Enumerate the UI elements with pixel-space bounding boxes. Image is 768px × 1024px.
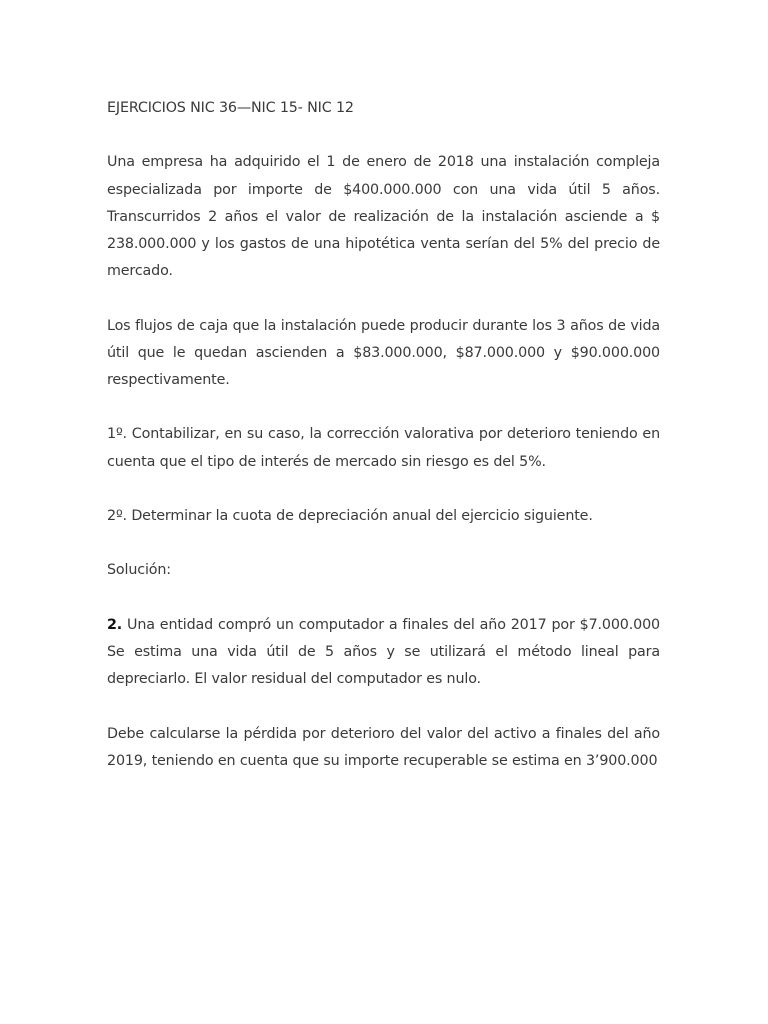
paragraph-solution-label: Solución:: [107, 562, 171, 579]
paragraph-cash-flows: Los flujos de caja que la instalación puede producir durante los 3 años de vida útil que le quedan ascienden a $83.000.000, $87.000.000 y $90.000.000 respectivamente.: [107, 317, 660, 388]
document-page: [107, 95, 660, 802]
paragraph-question-1: 1º. Contabilizar, en su caso, la corrección valorativa por deterioro teniendo en cuenta que el tipo de interés de mercado sin riesgo es del 5%.: [107, 426, 660, 470]
document-title: EJERCICIOS NIC 36—NIC 15- NIC 12: [107, 100, 354, 116]
exercise-2-text: Una entidad compró un computador a finales del año 2017 por $7.000.000 Se estima una vida útil de 5 años y se utilizará el método lineal para depreciarlo. El valor residual del computador es nulo.: [107, 616, 660, 688]
paragraph-impairment: Debe calcularse la pérdida por deterioro del valor del activo a finales del año 2019, teniendo en cuenta que su importe recuperable se estima en 3’900.000: [107, 725, 660, 769]
paragraph-exercise-2: [107, 612, 660, 694]
exercise-2-number: 2.: [107, 616, 123, 633]
paragraph-problem-statement: Una empresa ha adquirido el 1 de enero de 2018 una instalación compleja especializada por importe de $400.000.000 con una vida útil 5 años. Transcurridos 2 años el valor de realización de la instalación asciende a $ 238.000.000 y los gastos de una hipotética venta serían del 5% del precio de mercado.: [107, 154, 660, 280]
paragraph-question-2: 2º. Determinar la cuota de depreciación anual del ejercicio siguiente.: [107, 507, 593, 524]
